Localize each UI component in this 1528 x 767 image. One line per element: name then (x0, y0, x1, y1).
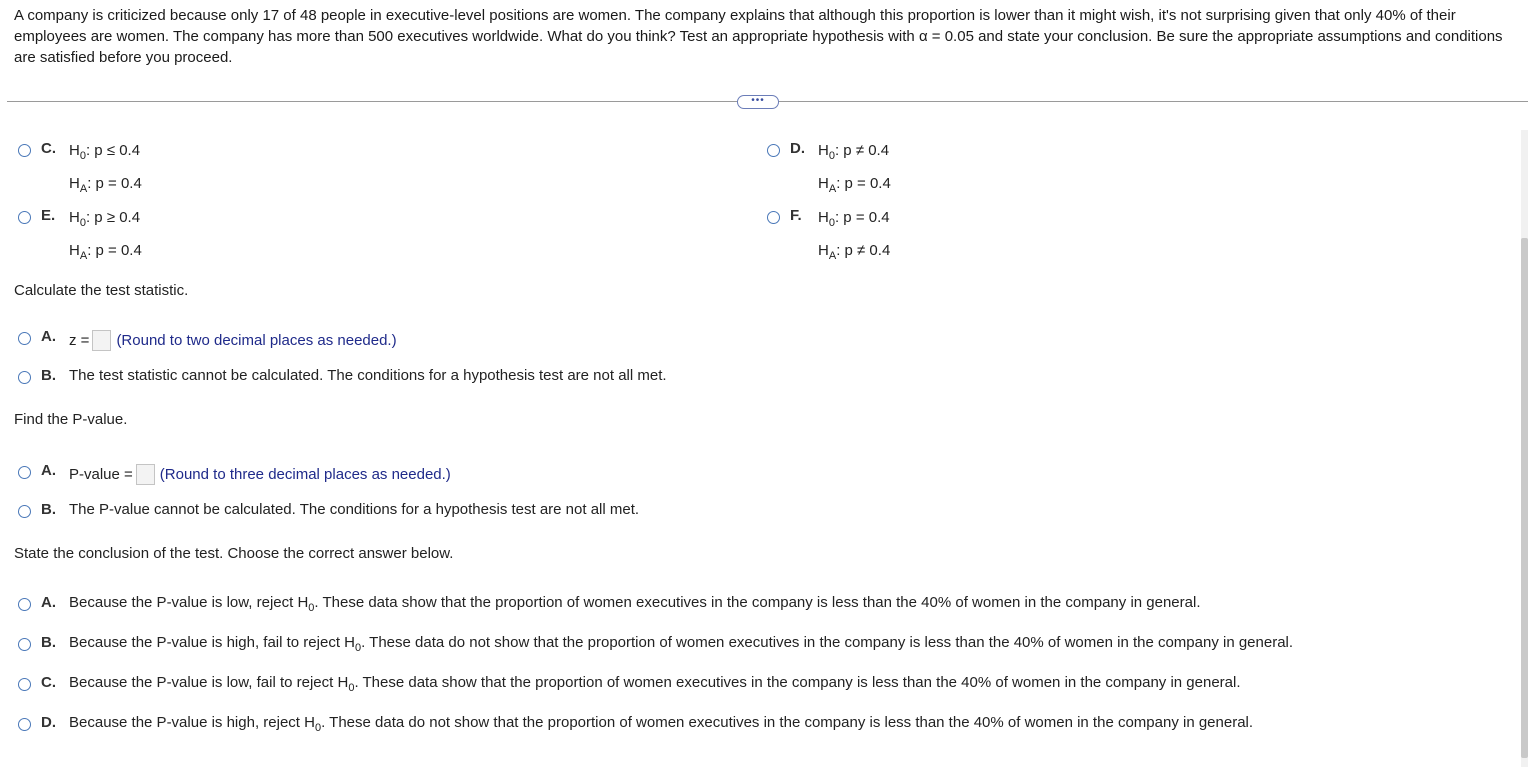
h0-symbol: H (69, 142, 80, 159)
ha-symbol: H (818, 175, 829, 192)
ha-subscript: A (79, 250, 88, 262)
ha-relation: : p = 0.4 (87, 242, 142, 259)
option-text-end: . These data do not show that the proportion of women executives in the company is less than the 40% of women in the company in general. (361, 634, 1294, 651)
test-statistic-prompt: Calculate the test statistic. (14, 282, 189, 299)
h0-subscript: 0 (354, 642, 362, 654)
ha-relation: : p = 0.4 (87, 175, 142, 192)
radio-button[interactable] (18, 466, 31, 479)
h0-symbol: H (818, 142, 829, 159)
z-label: z = (69, 332, 90, 349)
p-value-input-box[interactable] (136, 464, 155, 485)
option-letter: D. (41, 714, 56, 731)
radio-button[interactable] (18, 638, 31, 651)
question-text: A company is criticized because only 17 of 48 people in executive-level positions are women. The company explains that although this proportion is lower than it might wish, it's not surprising given that only 40% of their employees are women. The company has more than 500 executives worldwide. What do you think? Test an appropriate hypothesis with α = 0.05 and state your conclusion. Be sure the appropriate assumptions and conditions are satisfied before you proceed. (14, 7, 1503, 66)
option-text-end: . These data show that the proportion of women executives in the company is less than the 40% of women in the company in general. (314, 594, 1201, 611)
option-text-start: Because the P-value is low, reject H (69, 594, 309, 611)
option-text-end: . These data show that the proportion of women executives in the company is less than the 40% of women in the company in general. (354, 674, 1241, 691)
hypothesis-pair (69, 137, 142, 203)
scrollbar-thumb[interactable] (1521, 238, 1528, 758)
radio-button[interactable] (18, 718, 31, 731)
ha-symbol: H (69, 242, 80, 259)
option-text: The test statistic cannot be calculated. The conditions for a hypothesis test are not all met. (69, 367, 667, 384)
radio-button[interactable] (18, 505, 31, 518)
h0-subscript: 0 (828, 150, 835, 162)
hypothesis-option-e[interactable] (18, 207, 142, 270)
h0-subscript: 0 (308, 602, 315, 614)
h0-symbol: H (818, 209, 829, 226)
ha-subscript: A (79, 183, 88, 195)
conclusion-option-c[interactable] (18, 674, 1241, 694)
option-letter: B. (41, 367, 56, 384)
ha-subscript: A (828, 250, 837, 262)
radio-button[interactable] (18, 371, 31, 384)
ha-symbol: H (69, 175, 80, 192)
ha-relation: : p = 0.4 (836, 175, 891, 192)
h0-relation: : p ≠ 0.4 (834, 142, 890, 159)
radio-button[interactable] (18, 598, 31, 611)
z-input-box[interactable] (92, 330, 111, 351)
option-text-end: . These data do not show that the proportion of women executives in the company is less than the 40% of women in the company in general. (321, 714, 1254, 731)
ha-relation: : p ≠ 0.4 (836, 242, 891, 259)
option-letter: A. (41, 462, 56, 479)
option-letter: B. (41, 634, 56, 651)
hypothesis-pair (818, 204, 890, 270)
z-rounding-hint: (Round to two decimal places as needed.) (116, 332, 397, 349)
hypothesis-option-f[interactable] (767, 207, 890, 270)
test-statistic-option-b[interactable] (18, 367, 667, 384)
option-text-start: Because the P-value is low, fail to reject H (69, 674, 349, 691)
radio-button[interactable] (767, 144, 780, 157)
h0-symbol: H (69, 209, 80, 226)
h0-subscript: 0 (314, 722, 322, 734)
h0-relation: : p = 0.4 (834, 209, 890, 226)
option-letter: A. (41, 594, 56, 611)
option-text (69, 674, 1241, 694)
p-value-rounding-hint: (Round to three decimal places as needed.) (159, 466, 451, 483)
option-text: The P-value cannot be calculated. The conditions for a hypothesis test are not all met. (69, 501, 640, 518)
option-letter: C. (41, 140, 56, 157)
conclusion-option-d[interactable] (18, 714, 1253, 734)
h0-subscript: 0 (348, 682, 355, 694)
hypothesis-option-c[interactable] (18, 140, 142, 203)
radio-button[interactable] (767, 211, 780, 224)
p-value-answer-line (69, 464, 451, 485)
radio-button[interactable] (18, 144, 31, 157)
h0-relation: : p ≤ 0.4 (85, 142, 141, 159)
option-text (69, 594, 1201, 614)
option-text (69, 714, 1253, 734)
test-statistic-option-a[interactable] (18, 328, 397, 351)
p-value-label: P-value = (69, 466, 133, 483)
option-letter: C. (41, 674, 56, 691)
option-letter: F. (790, 207, 802, 224)
z-answer-line (69, 330, 397, 351)
p-value-prompt: Find the P-value. (14, 411, 128, 428)
option-letter: D. (790, 140, 805, 157)
h0-subscript: 0 (828, 217, 835, 229)
option-letter: A. (41, 328, 56, 345)
option-text-start: Because the P-value is high, reject H (69, 714, 315, 731)
radio-button[interactable] (18, 678, 31, 691)
conclusion-option-b[interactable] (18, 634, 1293, 654)
ha-symbol: H (818, 242, 829, 259)
p-value-option-a[interactable] (18, 462, 451, 485)
hypothesis-pair (69, 204, 142, 270)
h0-subscript: 0 (79, 150, 86, 162)
option-text (69, 634, 1293, 654)
h0-relation: : p ≥ 0.4 (85, 209, 141, 226)
conclusion-option-a[interactable] (18, 594, 1201, 614)
ha-subscript: A (828, 183, 837, 195)
p-value-option-b[interactable] (18, 501, 639, 518)
radio-button[interactable] (18, 332, 31, 345)
hypothesis-option-d[interactable] (767, 140, 891, 203)
h0-subscript: 0 (79, 217, 86, 229)
option-text-start: Because the P-value is high, fail to reject H (69, 634, 355, 651)
expand-toggle-button[interactable]: ••• (737, 95, 779, 109)
option-letter: E. (41, 207, 56, 224)
hypothesis-pair (818, 137, 891, 203)
option-letter: B. (41, 501, 56, 518)
radio-button[interactable] (18, 211, 31, 224)
conclusion-prompt: State the conclusion of the test. Choose the correct answer below. (14, 545, 454, 562)
